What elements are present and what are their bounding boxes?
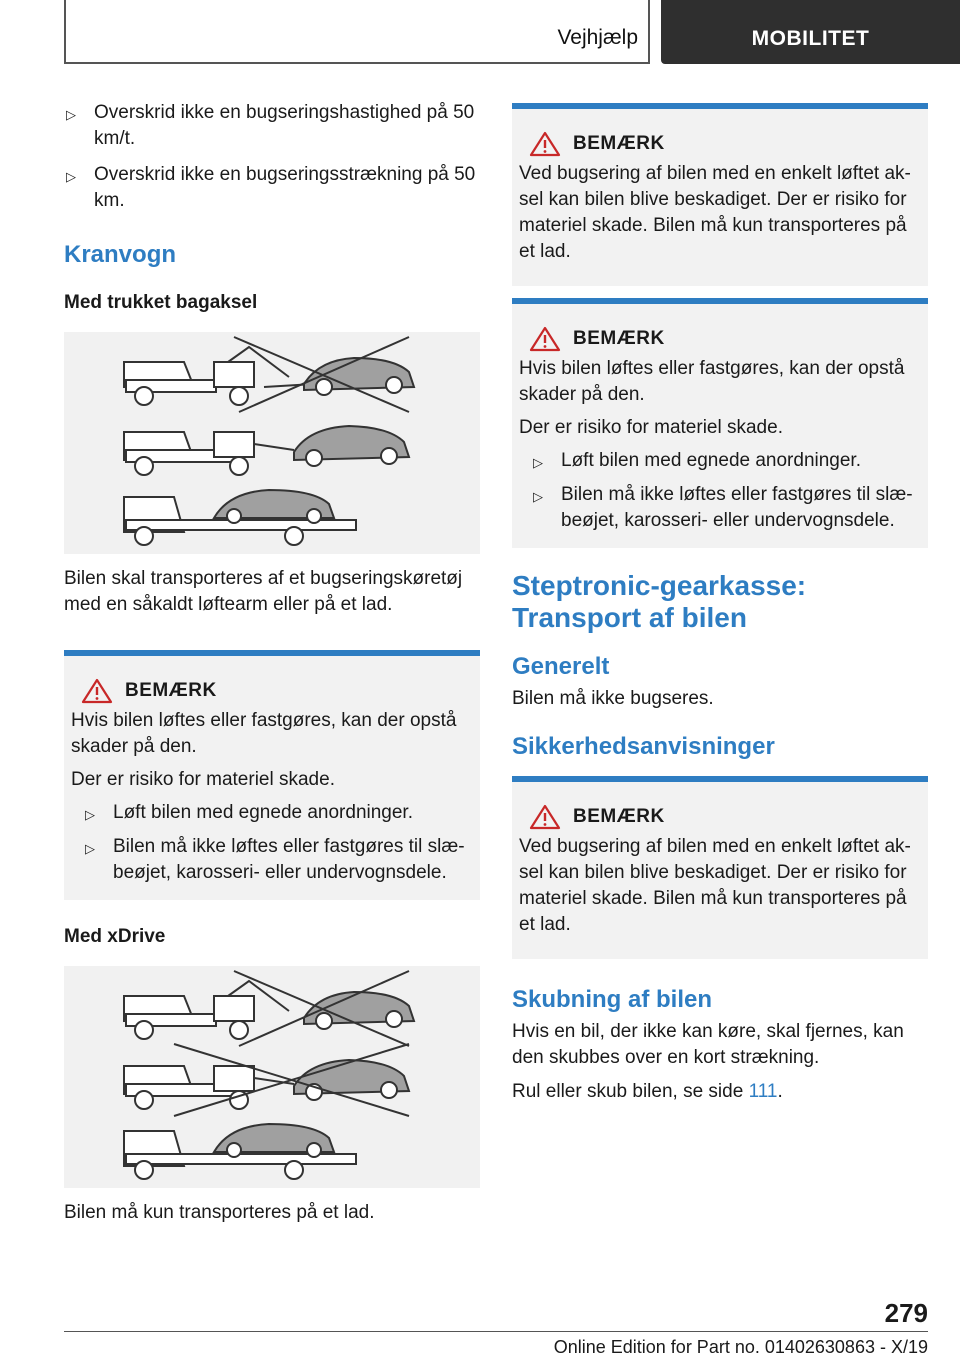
towing-illustration-rear-axle — [64, 332, 480, 554]
list-item: ▷ Overskrid ikke en bugseringshastighed på 50 km/t. — [66, 102, 475, 149]
left-column — [64, 100, 480, 1226]
warning-triangle-icon — [529, 326, 561, 352]
triangle-bullet-icon: ▷ — [66, 107, 76, 122]
caption-rear-axle: Bilen skal transporteres af et bugseringskøretøj med en såkaldt løftearm eller på et lad. — [64, 568, 463, 615]
notice-paragraph: Ved bugsering af bilen med en enkelt løftet ak‐sel kan bilen blive beskadiget. Der er risiko for materiel skade. Bilen må kun transporteres på et lad. — [519, 836, 911, 935]
subheading-xdrive: Med xDrive — [64, 926, 166, 947]
notice-box — [512, 298, 928, 548]
page-reference-link[interactable]: 111 — [748, 1081, 778, 1102]
notice-title: BEMÆRK — [573, 806, 665, 827]
page-number: 279 — [884, 1298, 928, 1328]
list-item: ▷ Løft bilen med egnede anordninger. — [83, 800, 472, 826]
notice-title: BEMÆRK — [573, 133, 665, 154]
warning-triangle-icon — [529, 804, 561, 830]
header-chapter-tab — [661, 0, 960, 64]
notice-box — [512, 103, 928, 286]
notice-paragraph: Hvis bilen løftes eller fastgøres, kan der opstå skader på den. — [519, 358, 905, 405]
warning-triangle-icon — [529, 131, 561, 157]
subheading-trukket-bagaksel: Med trukket bagaksel — [64, 292, 258, 313]
section-heading-kranvogn: Kranvogn — [64, 241, 177, 268]
right-column — [512, 103, 928, 1105]
notice-paragraph: Der er risiko for materiel skade. — [71, 769, 335, 790]
triangle-bullet-icon: ▷ — [85, 807, 95, 822]
triangle-bullet-icon: ▷ — [533, 455, 543, 470]
triangle-bullet-icon: ▷ — [66, 169, 76, 184]
notice-title: BEMÆRK — [125, 680, 217, 701]
list-item: ▷ Bilen må ikke løftes eller fastgøres til slæ‐beøjet, karosseri- eller undervognsdele. — [85, 836, 465, 883]
paragraph-generelt: Bilen må ikke bugseres. — [512, 688, 714, 709]
notice-header — [519, 131, 920, 157]
subheading-skubning: Skubning af bilen — [512, 986, 713, 1013]
towing-illustration-xdrive — [64, 966, 480, 1188]
footer-divider — [64, 1331, 928, 1332]
paragraph-skubning: Hvis en bil, der ikke kan køre, skal fjernes, kan den skubbes over en kort strækning. — [512, 1021, 904, 1068]
notice-paragraph: Hvis bilen løftes eller fastgøres, kan der opstå skader på den. — [71, 710, 457, 757]
list-item: ▷ Løft bilen med egnede anordninger. — [531, 448, 920, 474]
notice-header — [519, 804, 920, 830]
notice-header — [71, 678, 472, 704]
list-item: ▷ Bilen må ikke løftes eller fastgøres til slæ‐beøjet, karosseri- eller undervognsdele. — [533, 484, 913, 531]
notice-header — [519, 326, 920, 352]
list-item: ▷ Overskrid ikke en bugseringsstrækning på 50 km. — [66, 164, 476, 211]
triangle-bullet-icon: ▷ — [85, 841, 95, 856]
triangle-bullet-icon: ▷ — [533, 489, 543, 504]
footer-edition: Online Edition for Part no. 01402630863 - X/19 — [553, 1337, 928, 1357]
subheading-generelt: Generelt — [512, 653, 610, 680]
subheading-sikkerhed: Sikkerhedsanvisninger — [512, 733, 775, 760]
header-section-tab — [64, 0, 650, 64]
tow-trucks-icon — [64, 332, 480, 554]
header-section-title: Vejhjælp — [557, 26, 638, 49]
notice-box — [512, 776, 928, 959]
caption-xdrive: Bilen må kun transporteres på et lad. — [64, 1202, 375, 1223]
header-chapter-title: MOBILITET — [751, 27, 870, 50]
warning-triangle-icon — [81, 678, 113, 704]
notice-paragraph: Ved bugsering af bilen med en enkelt løftet ak‐sel kan bilen blive beskadiget. Der er risiko for materiel skade. Bilen må kun transporteres på et lad. — [519, 163, 911, 262]
notice-paragraph: Der er risiko for materiel skade. — [519, 417, 783, 438]
notice-box — [64, 650, 480, 900]
paragraph-skub-reference: Rul eller skub bilen, se side 111. — [512, 1081, 783, 1102]
tow-trucks-icon — [64, 966, 480, 1188]
section-heading-steptronic: Steptronic-gearkasse: Transport af bilen — [512, 570, 807, 633]
notice-title: BEMÆRK — [573, 328, 665, 349]
